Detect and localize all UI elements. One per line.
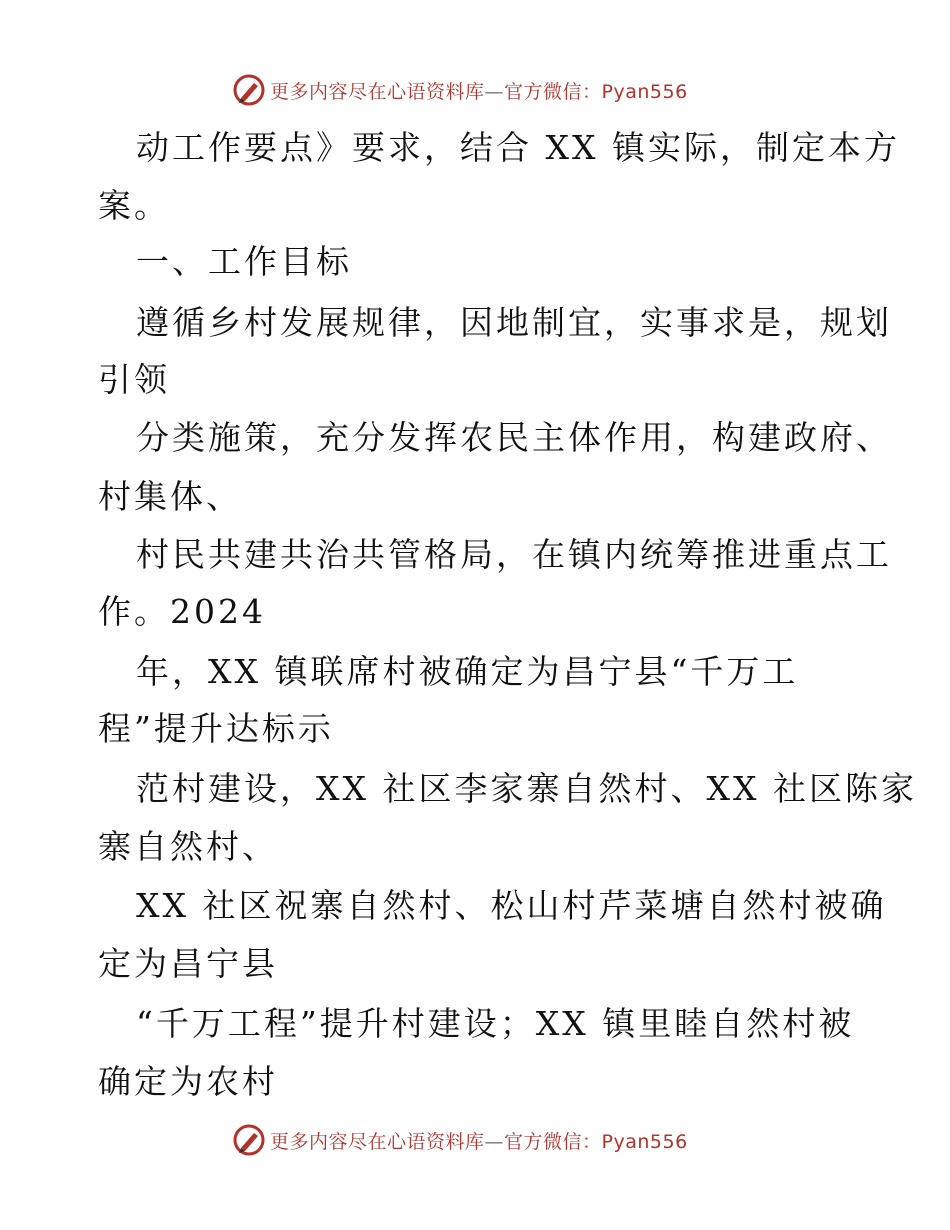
paragraph-line: 村集体、 xyxy=(98,477,242,516)
footer-watermark xyxy=(232,1120,722,1160)
paragraph-line: XX 社区祝寨自然村、松山村芹菜塘自然村被确 xyxy=(136,886,887,925)
paragraph-line: “千万工程”提升村建设；XX 镇里睦自然村被 xyxy=(136,1004,855,1043)
paragraph-line: 遵循乡村发展规律，因地制宜，实事求是，规划 xyxy=(136,303,892,342)
paragraph-line: 案。 xyxy=(98,186,170,225)
pen-logo-icon xyxy=(232,73,266,107)
section-heading: 一、工作目标 xyxy=(136,242,352,281)
header-watermark xyxy=(232,70,722,110)
header-brand-text: 更多内容尽在心语资料库—官方微信：Pyan556 xyxy=(270,80,688,103)
footer-brand-text: 更多内容尽在心语资料库—官方微信：Pyan556 xyxy=(270,1130,688,1153)
paragraph-line: 作。2024 xyxy=(98,592,266,631)
paragraph-line: 程”提升达标示 xyxy=(98,709,334,748)
paragraph-line: 引领 xyxy=(98,360,170,399)
paragraph-line: 确定为农村 xyxy=(98,1062,278,1101)
paragraph-line: 分类施策，充分发挥农民主体作用，构建政府、 xyxy=(136,418,892,457)
paragraph-line: 村民共建共治共管格局，在镇内统筹推进重点工 xyxy=(136,535,892,574)
pen-logo-icon xyxy=(232,1123,266,1157)
paragraph-line: 年，XX 镇联席村被确定为昌宁县“千万工 xyxy=(136,652,799,691)
paragraph-line: 范村建设，XX 社区李家寨自然村、XX 社区陈家 xyxy=(136,769,917,808)
paragraph-line: 寨自然村、 xyxy=(98,827,278,866)
paragraph-line: 定为昌宁县 xyxy=(98,944,278,983)
paragraph-line: 动工作要点》要求，结合 XX 镇实际，制定本方 xyxy=(136,128,900,167)
